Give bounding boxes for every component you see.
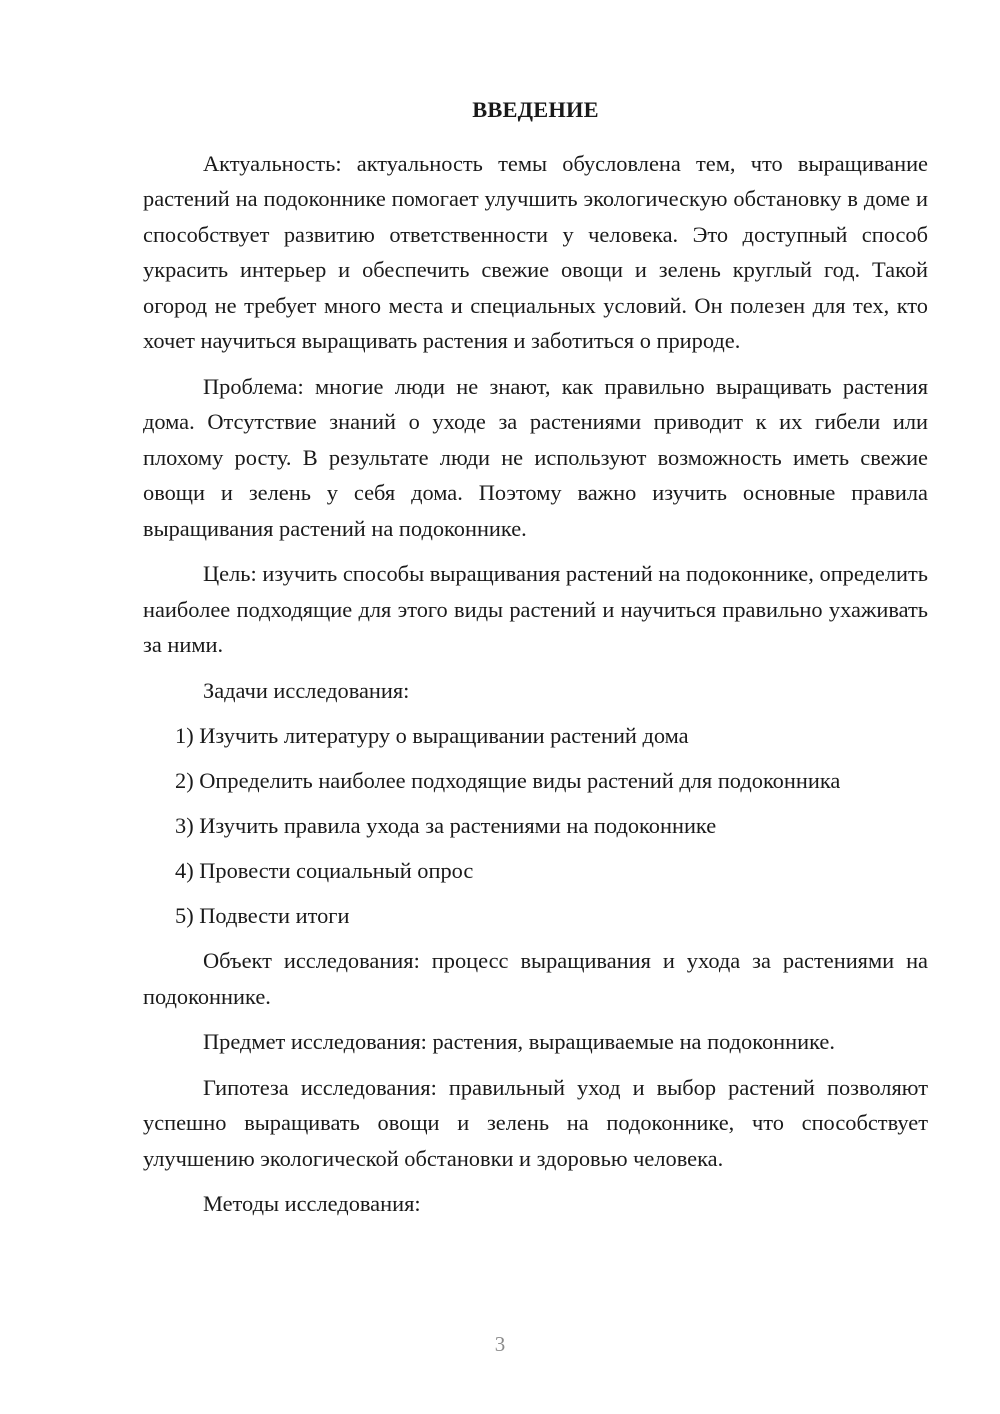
- list-item: 1) Изучить литературу о выращивании растений дома: [175, 723, 689, 748]
- paragraph-subject: Предмет исследования: растения, выращиваемые на подоконнике.: [203, 1029, 835, 1054]
- paragraph-hypothesis: Гипотеза исследования: правильный уход и выбор растений позволяют успешно выращивать овощи и зелень на подоконнике, что способствует улучшению экологической обстановки и здоровью человека.: [143, 1074, 928, 1171]
- paragraph-object: Объект исследования: процесс выращивания и ухода за растениями на подоконнике.: [143, 948, 928, 1009]
- page-number: 3: [494, 1332, 506, 1356]
- paragraph-problem: Проблема: многие люди не знают, как правильно выращивать растения дома. Отсутствие знаний о уходе за растениями приводит к их гибели или плохому росту. В результате люди не используют возможность иметь свежие овощи и зелень у себя дома. Поэтому важно изучить основные правила выращивания растений на подоконнике.: [143, 373, 928, 541]
- document-page: [143, 92, 928, 1232]
- page-title: ВВЕДЕНИЕ: [472, 97, 599, 122]
- list-item: 5) Подвести итоги: [175, 903, 350, 928]
- list-item: 4) Провести социальный опрос: [175, 858, 474, 883]
- tasks-heading: Задачи исследования:: [203, 677, 410, 703]
- paragraph-relevance: Актуальность: актуальность темы обусловлена тем, что выращивание растений на подоконнике помогает улучшить экологическую обстановку в доме и способствует развитию ответственности у человека. Это доступный способ украсить интерьер и обеспечить свежие овощи и зелень круглый год. Такой огород не требует много места и специальных условий. Он полезен для тех, кто хочет научиться выращивать растения и заботиться о природе.: [143, 150, 928, 353]
- paragraph-goal: Цель: изучить способы выращивания растений на подоконнике, определить наиболее подходящие для этого виды растений и научиться правильно ухаживать за ними.: [143, 561, 928, 657]
- list-item: 3) Изучить правила ухода за растениями на подоконнике: [175, 813, 717, 838]
- tasks-list: [143, 718, 928, 934]
- list-item: 2) Определить наиболее подходящие виды растений для подоконника: [175, 768, 841, 793]
- methods-heading: Методы исследования:: [203, 1191, 421, 1216]
